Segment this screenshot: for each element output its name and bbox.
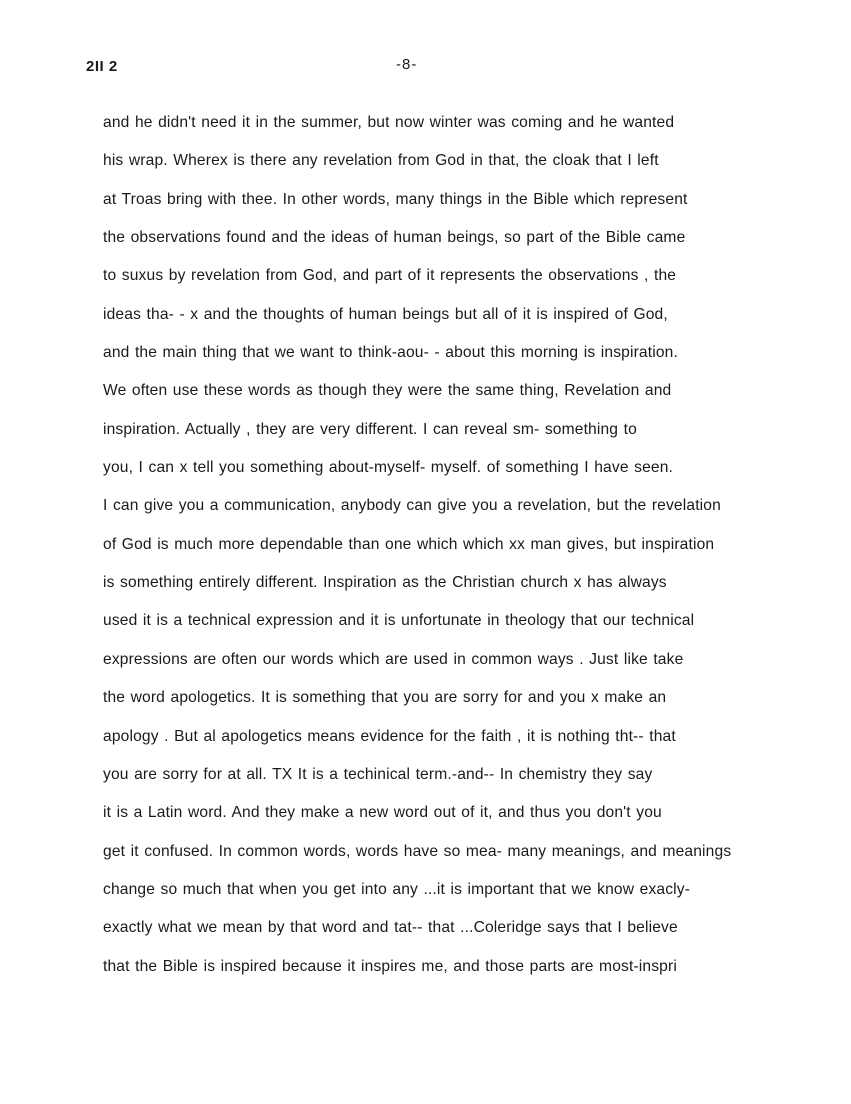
text-line: and he didn't need it in the summer, but now winter was coming and he wanted [103, 114, 675, 131]
body-text [103, 112, 828, 994]
text-line: exactly what we mean by that word and tat-- that ...Coleridge says that I believe [103, 919, 678, 937]
text-line: that the Bible is inspired because it inspires me, and those parts are most-inspri [103, 957, 677, 975]
text-line: expressions are often our words which are used in common ways . Just like take [103, 650, 684, 668]
text-line: it is a Latin word. And they make a new word out of it, and thus you don't you [103, 804, 662, 822]
text-line: the word apologetics. It is something that you are sorry for and you x make an [103, 689, 667, 707]
section-code: 2II 2 [86, 58, 118, 75]
text-line: his wrap. Wherex is there any revelation from God in that, the cloak that I left [103, 152, 659, 170]
text-line: inspiration. Actually , they are very different. I can reveal sm- something to [103, 420, 637, 438]
text-line: I can give you a communication, anybody can give you a revelation, but the revelation [103, 497, 721, 515]
text-line: you are sorry for at all. TX It is a techinical term.-and-- In chemistry they say [103, 765, 653, 783]
text-line: the observations found and the ideas of human beings, so part of the Bible came [103, 229, 686, 247]
text-line: apology . But al apologetics means evidence for the faith , it is nothing tht-- that [103, 727, 676, 745]
page-number: -8- [396, 56, 418, 73]
text-line: get it confused. In common words, words have so mea- many meanings, and meanings [103, 842, 732, 860]
text-line: We often use these words as though they were the same thing, Revelation and [103, 382, 672, 400]
text-line: you, I can x tell you something about-myself- myself. of something I have seen. [103, 459, 674, 477]
text-line: of God is much more dependable than one which which xx man gives, but inspiration [103, 535, 715, 553]
text-line: used it is a technical expression and it is unfortunate in theology that our technical [103, 612, 695, 630]
text-line: change so much that when you get into any ...it is important that we know exacly- [103, 880, 691, 898]
text-line: to suxus by revelation from God, and part of it represents the observations , the [103, 267, 677, 285]
text-line: ideas tha- - x and the thoughts of human beings but all of it is inspired of God, [103, 305, 668, 323]
text-line: and the main thing that we want to think-aou- - about this morning is inspiration. [103, 344, 678, 362]
text-line: is something entirely different. Inspiration as the Christian church x has always [103, 574, 667, 592]
text-line: at Troas bring with thee. In other words, many things in the Bible which represent [103, 190, 688, 208]
